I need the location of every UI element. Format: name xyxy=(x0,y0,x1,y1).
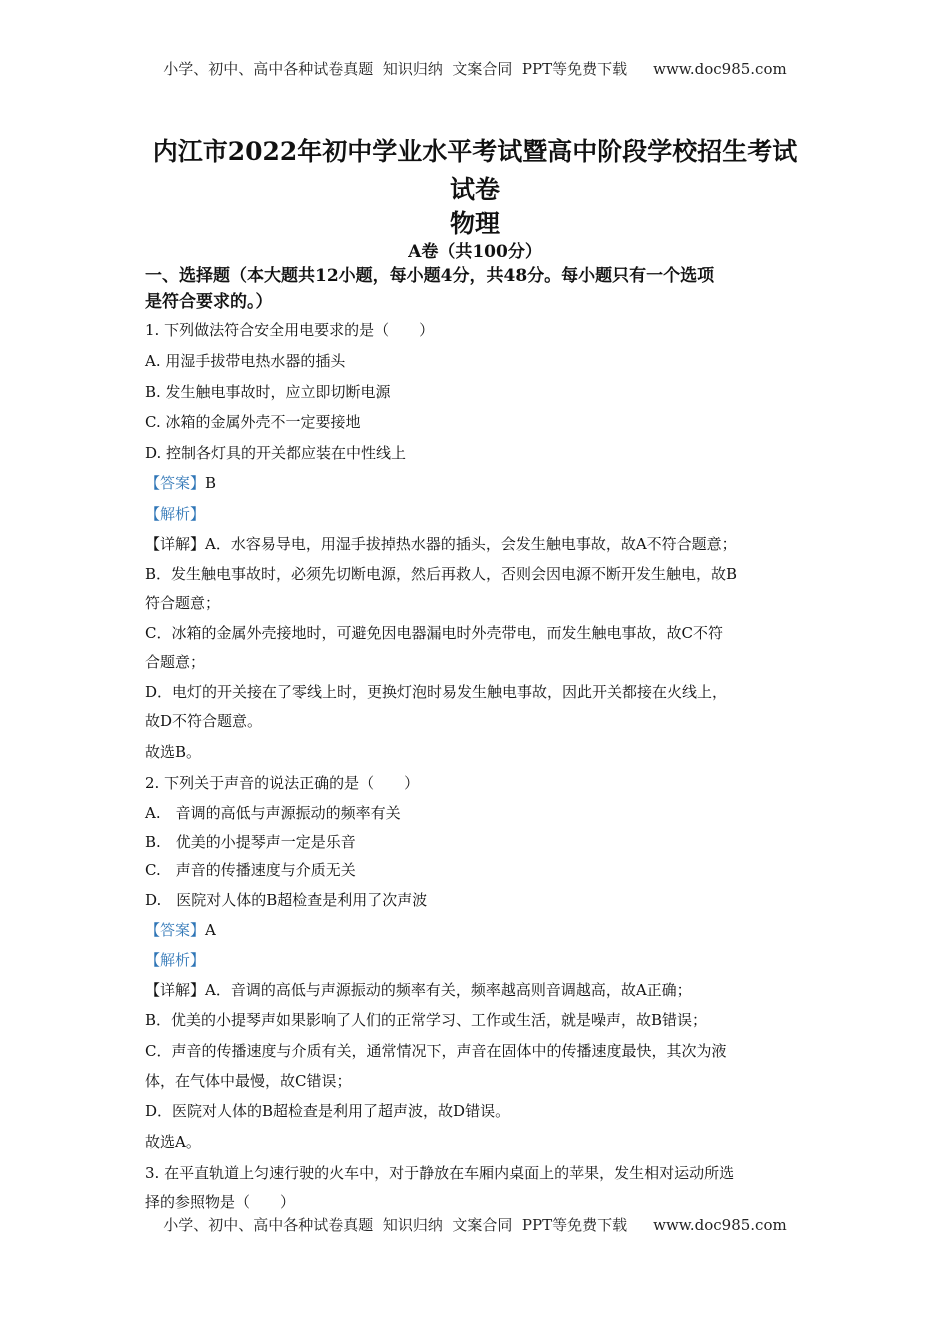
q2-detail-3: C．声音的传播速度与介质有关，通常情况下，声音在固体中的传播速度最快，其次为液 xyxy=(145,1042,727,1060)
answer-tag: 【答案】 xyxy=(145,474,206,492)
q2-stem: 2. 下列关于声音的说法正确的是（ ） xyxy=(145,774,420,792)
q1-analysis xyxy=(145,503,205,524)
q1-option-a: A. 用湿手拔带电热水器的插头 xyxy=(145,352,346,370)
exam-title-line-2: 试卷 xyxy=(449,175,500,204)
q1-answer-value: B xyxy=(205,474,217,492)
q2-option-c: C. 声音的传播速度与介质无关 xyxy=(145,861,356,879)
q1-detail-3: 符合题意； xyxy=(145,594,221,612)
footer-text: 小学、初中、高中各种试卷真题 知识归纳 文案合同 PPT等免费下载 xyxy=(163,1216,628,1234)
q1-detail-5: 合题意； xyxy=(145,653,206,671)
q2-answer xyxy=(145,919,216,940)
q1-option-d: D. 控制各灯具的开关都应装在中性线上 xyxy=(145,444,407,462)
q2-answer-value: A xyxy=(205,921,216,939)
q2-option-d: D. 医院对人体的B超检查是利用了次声波 xyxy=(145,891,428,909)
q2-conclusion: 故选A。 xyxy=(145,1133,201,1151)
q2-detail-5: D．医院对人体的B超检查是利用了超声波，故D错误。 xyxy=(145,1102,511,1120)
analysis-tag: 【解析】 xyxy=(145,951,206,969)
footer-site[interactable]: www.doc985.com xyxy=(653,1216,787,1234)
q2-analysis xyxy=(145,949,205,970)
q1-answer xyxy=(145,472,216,493)
q1-detail-7: 故D不符合题意。 xyxy=(145,712,263,730)
q2-detail-1 xyxy=(145,979,692,1000)
section-1-line-1: 一、选择题（本大题共12小题，每小题4分，共48分。每小题只有一个选项 xyxy=(145,266,715,286)
section-1-line-2: 是符合要求的。） xyxy=(145,292,273,312)
analysis-tag: 【解析】 xyxy=(145,505,206,523)
answer-tag: 【答案】 xyxy=(145,921,206,939)
q1-conclusion: 故选B。 xyxy=(145,743,202,761)
q2-detail-2: B．优美的小提琴声如果影响了人们的正常学习、工作或生活，就是噪声，故B错误； xyxy=(145,1011,708,1029)
q2-detail-4: 体，在气体中最慢，故C错误； xyxy=(145,1072,352,1090)
exam-subject: 物理 xyxy=(449,209,500,238)
detail-tag: 【详解】 xyxy=(145,981,206,999)
header-site[interactable]: www.doc985.com xyxy=(653,60,787,78)
page-header xyxy=(0,58,950,79)
q1-detail-1 xyxy=(145,533,737,554)
q1-detail-4: C．冰箱的金属外壳接地时，可避免因电器漏电时外壳带电，而发生触电事故，故C不符 xyxy=(145,624,723,642)
q2-option-b: B. 优美的小提琴声一定是乐音 xyxy=(145,833,356,851)
q1-option-c: C. 冰箱的金属外壳不一定要接地 xyxy=(145,413,361,431)
q3-stem-line-2: 择的参照物是（ ） xyxy=(145,1193,296,1211)
section-a-heading: A卷（共100分） xyxy=(408,242,542,262)
page-footer xyxy=(0,1214,950,1235)
section-1-heading xyxy=(145,263,825,315)
q3-stem-line-1: 3. 在平直轨道上匀速行驶的火车中，对于静放在车厢内桌面上的苹果，发生相对运动所选 xyxy=(145,1164,735,1182)
q1-option-b: B. 发生触电事故时，应立即切断电源 xyxy=(145,383,391,401)
q2-option-a: A. 音调的高低与声源振动的频率有关 xyxy=(145,804,401,822)
detail-tag: 【详解】 xyxy=(145,535,206,553)
header-text: 小学、初中、高中各种试卷真题 知识归纳 文案合同 PPT等免费下载 xyxy=(163,60,628,78)
q1-detail-6: D．电灯的开关接在了零线上时，更换灯泡时易发生触电事故，因此开关都接在火线上， xyxy=(145,683,728,701)
q1-stem: 1. 下列做法符合安全用电要求的是（ ） xyxy=(145,321,435,339)
q1-detail-2: B．发生触电事故时，必须先切断电源，然后再救人，否则会因电源不断开发生触电，故B xyxy=(145,565,738,583)
q1-detail-text: A．水容易导电，用湿手拔掉热水器的插头，会发生触电事故，故A不符合题意； xyxy=(205,535,737,553)
q2-detail-text: A．音调的高低与声源振动的频率有关，频率越高则音调越高，故A正确； xyxy=(205,981,692,999)
exam-title-line-1: 内江市2022年初中学业水平考试暨高中阶段学校招生考试 xyxy=(152,137,798,166)
